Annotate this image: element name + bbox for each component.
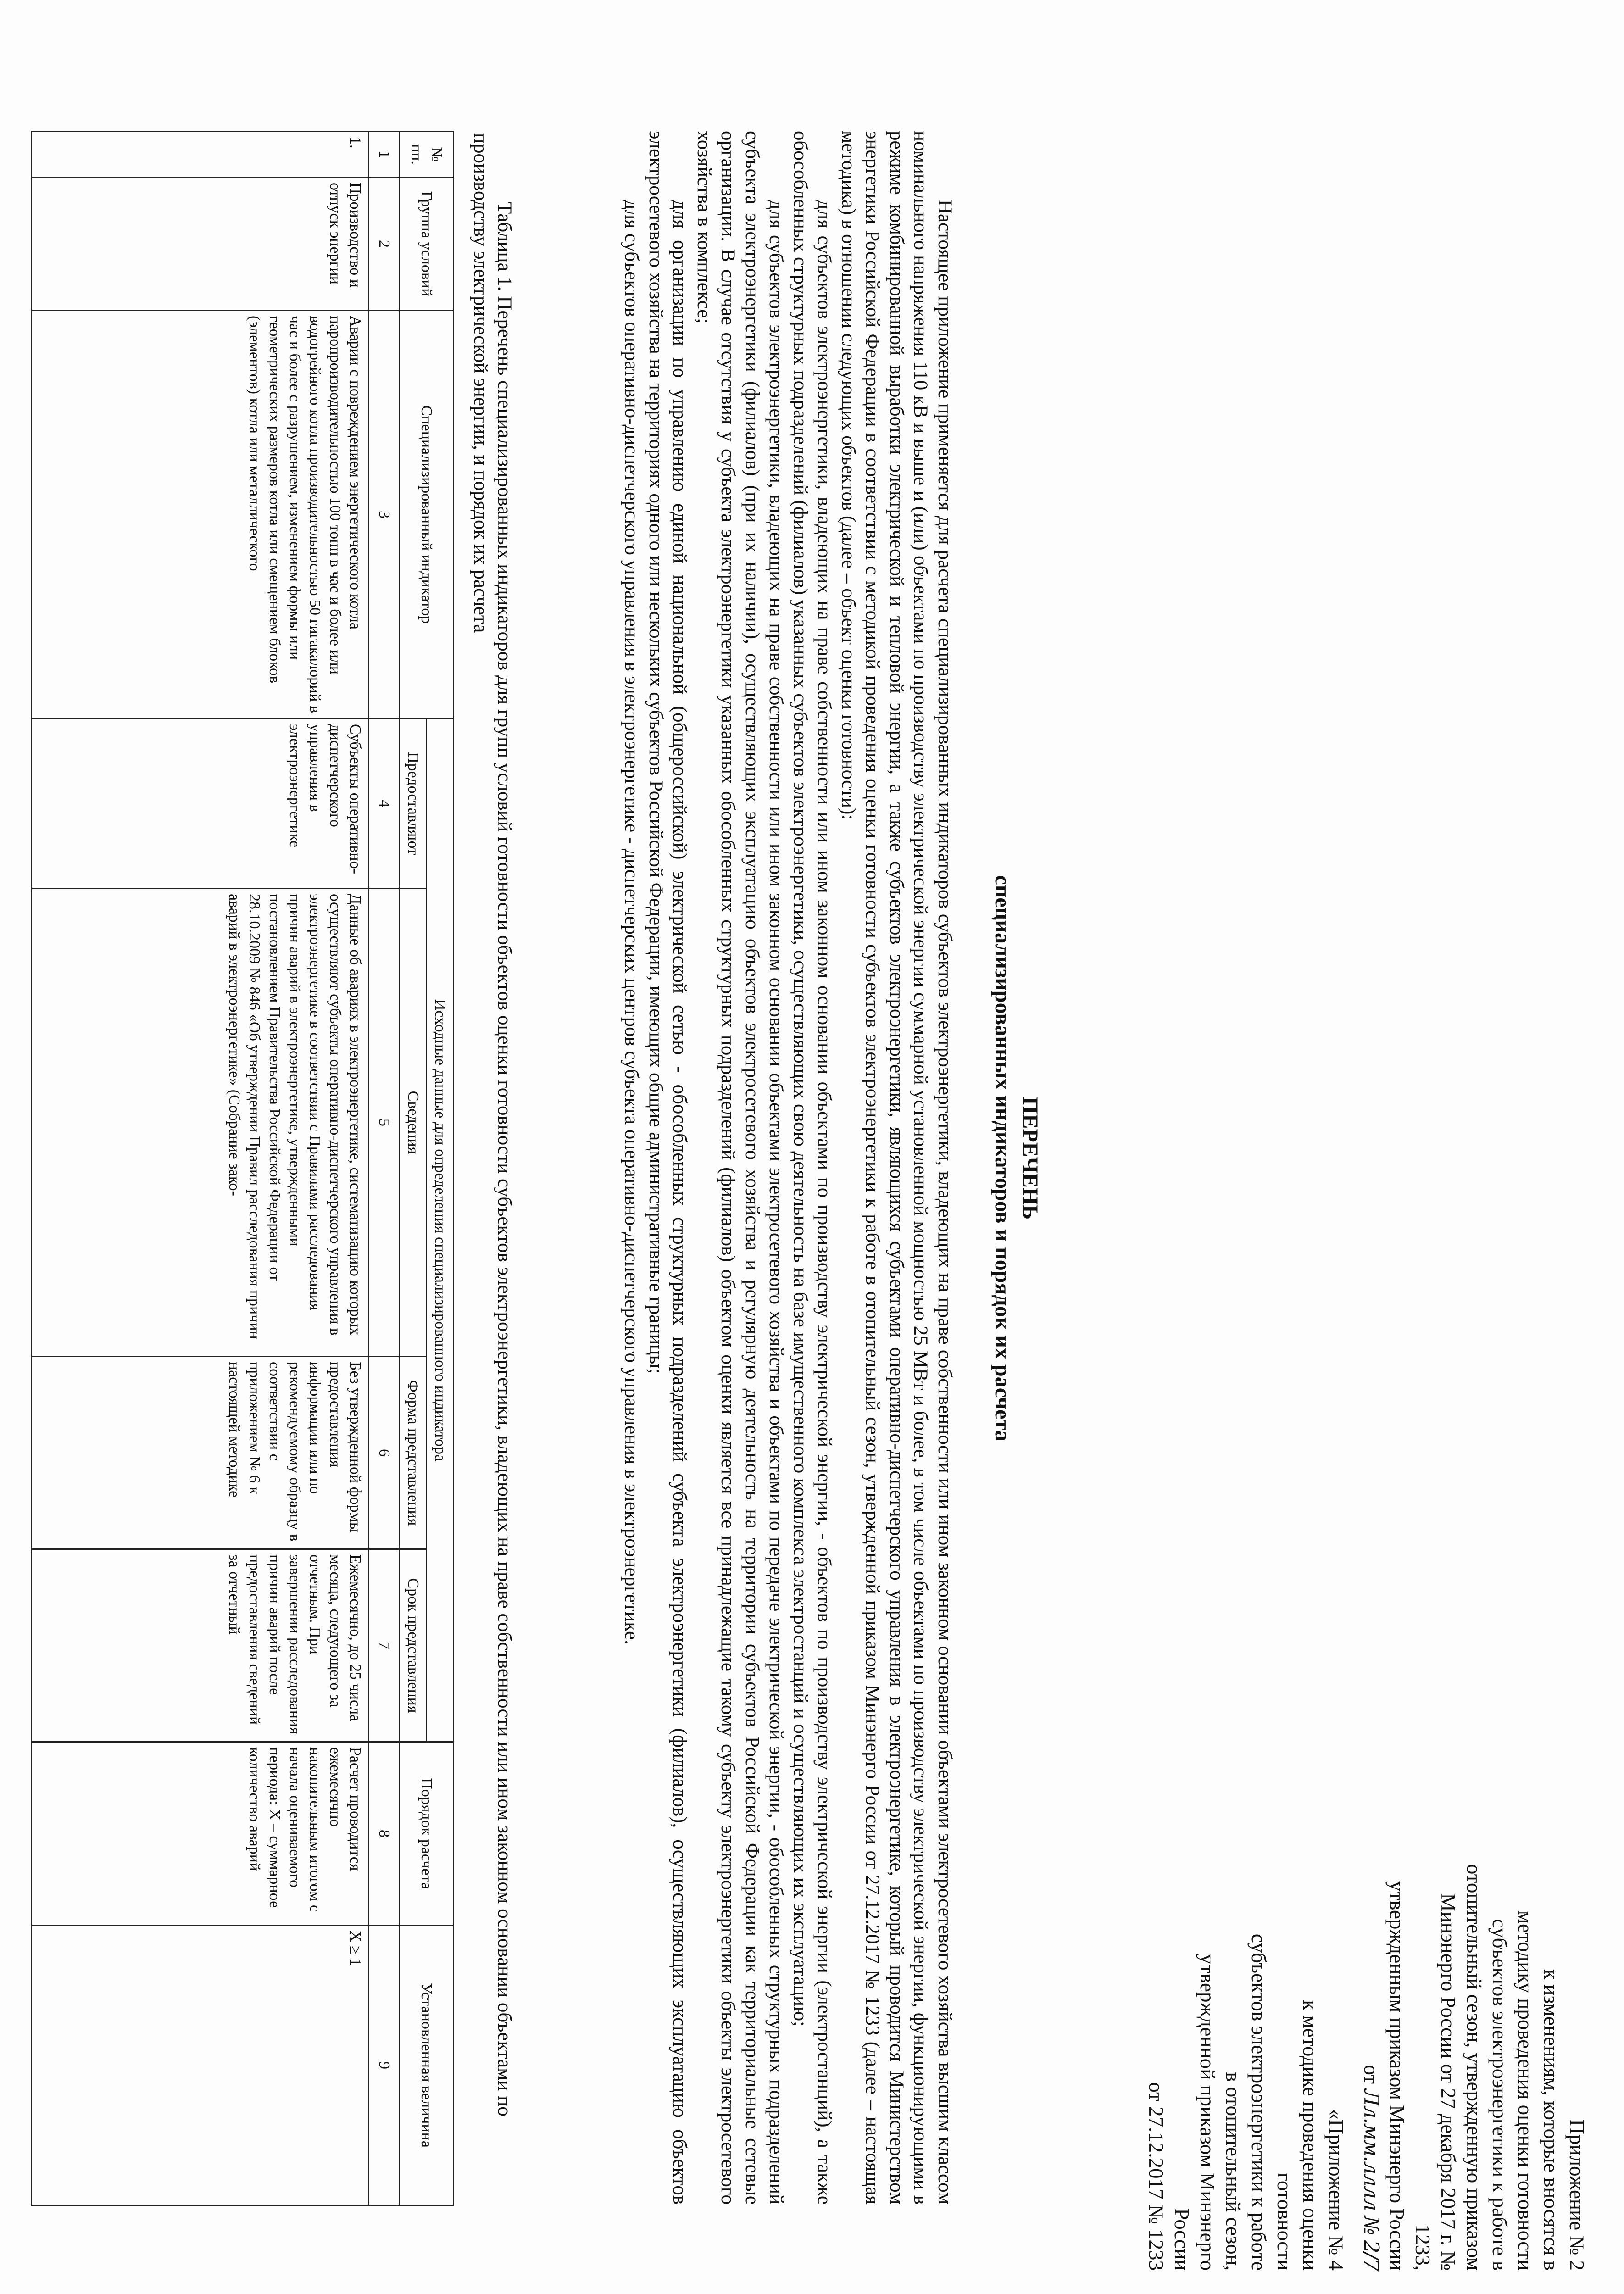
cell-indicator: Аварии с повреждением энергетического котла паропроизводительностью 100 тонн в час и более или водогрейного котла производительностью 50 гигакалорий в час и более с разрушением, изменением формы или геометрических размеров котла или смещением блоков (элементов) котла или металлического [32,311,369,719]
appendix4-line: в отопительный сезон, [1222,2072,1245,2271]
header-line: субъектов электроэнергетики к работе в [1488,1919,1511,2271]
table-caption: Таблица 1. Перечень специализированных индикаторов для групп условий готовности объектов оценки готовности субъектов электроэнергетики, владеющих на праве собственности или ином законном основании объектами по производству электрической энергии, и порядок их расчета [470,133,515,2116]
document-heading [989,0,1044,2294]
col-number: 1 [369,132,400,178]
col-number: 8 [369,1742,400,1926]
header-provider: Предоставляют [400,719,427,889]
appendix4-line: субъектов электроэнергетики к работе [1247,1933,1270,2271]
cell-value: X ≥ 1 [32,1926,369,2205]
header-form: Форма представления [400,1357,427,1549]
cell-form: Без утвержденной формы предоставления информации или по рекомендуемому образцу в соответствии с приложением № 6 к настоящей методике [32,1357,369,1549]
appendix4-line: к методике проведения оценки готовности [1273,2000,1322,2271]
header-indicator: Специализированный индикатор [400,311,454,719]
appendix4-line: от 27.12.2017 № 1233 [1145,2082,1168,2271]
col-number: 3 [369,311,400,719]
col-number: 2 [369,178,400,311]
header-source-data: Исходные данные для определения специализированного индикатора [427,719,454,1742]
heading-title: ПЕРЕЧЕНЬ [1018,1097,1042,1219]
table-row [32,132,369,2205]
intro-paragraph: для организации по управлению единой национальной (общероссийской) электрической сетью - обособленных структурных подразделений субъекта электроэнергетики (филиалов), осуществляющих эксплуатацию объектов электросетевого хозяйства на территориях одного или нескольких субъектов Российской Федерации, имеющих общие административные границы; [645,131,691,2205]
handwritten-signature: Лл.мм.лллл № 2/7 [1359,2089,1384,2271]
header-value: Установленная величина [400,1926,454,2205]
cell-info: Данные об авариях в электроэнергетике, систематизацию которых осуществляют субъекты оперативно-диспетчерского управления в электроэнергетике в соответствии с Правилами расследования причин аварий в электроэнергетике, утвержденными постановлением Правительства Российской Федерации от 28.10.2009 № 846 «Об утверждении Правил расследования причин аварий в электроэнергетике» (Собрание зако- [32,889,369,1357]
header-line: отопительный сезон, утвержденную приказом [1463,1864,1485,2271]
cell-term: Ежемесячно, до 25 числа месяца, следующего за отчетным. При завершении расследования причин аварий после предоставления сведений за отчетный [32,1549,369,1742]
cell-calc: Расчет проводится ежемесячно накопительным итогом с начала оцениваемого периода: X – суммарное количество аварий [32,1742,369,1926]
appendix-number: Приложение № 2 [1565,2119,1588,2271]
appendix4-line: утвержденной приказом Минэнерго России [1170,1954,1219,2271]
header-line: к изменениям, которые вносятся в [1540,1969,1563,2271]
intro-paragraph: для субъектов электроэнергетики, владеющих на праве собственности или ином законном основании объектами по производству электрической энергии, - объектов по производству электрической энергии (электростанций), а также обособленных структурных подразделений (филиалов) указанных субъектов электроэнергетики, осуществляющих свою деятельность на базе имущественного комплекса электростанций и осуществляющих их эксплуатацию; [790,131,835,2205]
intro-text [619,131,957,2205]
cell-provider: Субъекты оперативно-диспетчерского управления в электроэнергетике [32,719,369,889]
appendix4-line: «Приложение № 4 [1324,2109,1347,2271]
date-line: от Лл.мм.лллл № 2/7 [1359,2065,1384,2271]
header-line: утвержденным приказом Минэнерго России [1385,1881,1408,2271]
appendix-2-header [1358,1858,1590,2271]
indicators-table [31,131,454,2206]
intro-paragraph: для субъектов электроэнергетики, владеющих на праве собственности или ином законном основании объектами электросетевого хозяйства и объектами по передаче электрической энергии, - обособленных структурных подразделений субъекта электроэнергетики (филиалов) (при их наличии), осуществляющих эксплуатацию объектов электросетевого хозяйства и регулярную деятельность на территории субъектов Российской Федерации как территориальные сетевые организации. В случае отсутствия у субъекта электроэнергетики указанных обособленных структурных подразделений (филиалов) объектом оценки является все принадлежащие такому субъекту электроэнергетики объекты электросетевого хозяйства в комплексе; [693,131,787,2205]
header-line: Минэнерго России от 27 декабря 2017 г. № 1233, [1411,1893,1460,2271]
appendix-4-header [1143,1904,1349,2271]
intro-paragraph: для субъектов оперативно-диспетчерского управления в электроэнергетике - диспетчерских центров субъекта оперативно-диспетчерского управления в электроэнергетике. [621,200,643,1645]
col-number: 5 [369,889,400,1357]
col-number: 4 [369,719,400,889]
cell-group: Производство и отпуск энергии [32,178,369,311]
header-calc: Порядок расчета [400,1742,454,1926]
intro-paragraph: Настоящее приложение применяется для расчета специализированных индикаторов субъектов электроэнергетики, владеющих на праве собственности или ином законном основании объектами электросетевого хозяйства высшим классом номинального напряжения 110 кВ и выше и (или) объектами по производству электрической энергии суммарной установленной мощностью 25 МВт и более, в том числе объектами по производству электрической энергии, функционирующими в режиме комбинированной выработки электрической и тепловой энергии, а также субъектов электроэнергетики, являющихся субъектами оперативно-диспетчерского управления в электроэнергетике, который проводится Министерством энергетики Российской Федерации в соответствии с методикой проведения оценки готовности субъектов электроэнергетики к работе в отопительный сезон, утвержденной приказом Минэнерго России от 27.12.2017 № 1233 (далее – настоящая методика) в отношении следующих объектов (далее – объект оценки готовности): [838,131,956,2205]
cell-num: 1. [32,132,369,178]
header-num: № пп. [400,132,454,178]
heading-subtitle: специализированных индикаторов и порядок их расчета [990,875,1015,1442]
col-number: 6 [369,1357,400,1549]
header-info: Сведения [400,889,427,1357]
col-number: 7 [369,1549,400,1742]
header-line: методику проведения оценки готовности [1514,1910,1537,2271]
header-term: Срок представления [400,1549,427,1742]
col-number: 9 [369,1926,400,2205]
header-group: Группа условий [400,178,454,311]
column-number-row [369,132,400,2205]
